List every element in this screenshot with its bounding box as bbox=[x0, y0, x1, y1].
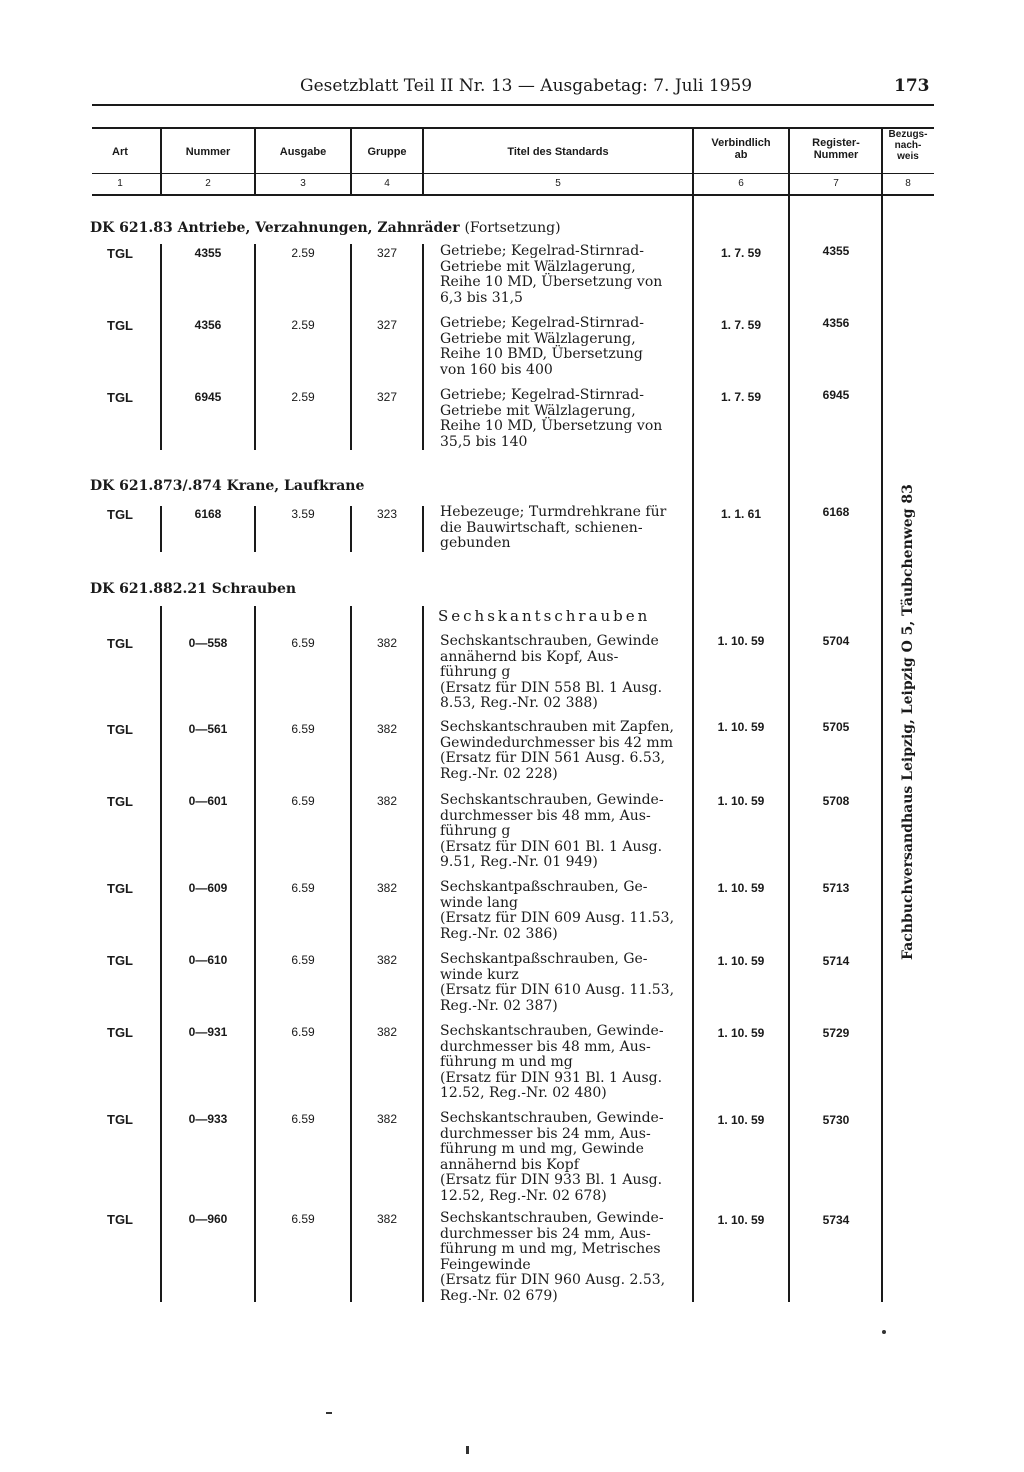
cell-nummer: 6168 bbox=[194, 507, 222, 521]
cell-art: TGL bbox=[107, 794, 133, 809]
titel-line: Reihe 10 MD, Übersetzung von bbox=[440, 274, 663, 290]
cell-art: TGL bbox=[107, 1025, 133, 1040]
colnum-4: 4 bbox=[384, 178, 390, 189]
titel-line: Sechskantpaßschrauben, Ge- bbox=[440, 879, 648, 895]
cell-nummer: 0—601 bbox=[188, 794, 228, 808]
cell-titel bbox=[440, 720, 690, 782]
cell-nummer: 0—609 bbox=[188, 881, 228, 895]
titel-line: Getriebe; Kegelrad-Stirnrad- bbox=[440, 315, 644, 331]
cell-ausgabe: 6.59 bbox=[291, 881, 315, 895]
section-heading-bold: DK 621.873/.874 Krane, Laufkrane bbox=[90, 478, 365, 494]
cell-gruppe: 382 bbox=[376, 722, 398, 736]
hdr-sep bbox=[254, 127, 256, 194]
cell-titel bbox=[440, 1024, 690, 1102]
cell-art: TGL bbox=[107, 390, 133, 405]
cell-register: 5730 bbox=[822, 1113, 850, 1127]
cell-art: TGL bbox=[107, 953, 133, 968]
cell-nummer: 0—931 bbox=[188, 1025, 228, 1039]
section-heading-krane bbox=[90, 478, 364, 494]
cell-verbindlich: 1. 10. 59 bbox=[717, 881, 765, 895]
cell-verbindlich: 1. 7. 59 bbox=[720, 318, 762, 332]
colnum-1: 1 bbox=[117, 178, 123, 189]
cell-register: 4356 bbox=[822, 316, 850, 330]
titel-line: annähernd bis Kopf bbox=[440, 1156, 579, 1173]
cell-register: 5713 bbox=[822, 881, 850, 895]
cell-register: 5705 bbox=[822, 720, 850, 734]
cell-verbindlich: 1. 10. 59 bbox=[717, 794, 765, 808]
col-rule-verbindlich bbox=[692, 196, 694, 1302]
titel-line: von 160 bis 400 bbox=[440, 361, 553, 378]
titel-line: Reihe 10 BMD, Übersetzung bbox=[440, 346, 643, 362]
cell-titel bbox=[440, 880, 690, 942]
col-bezug-line3: weis bbox=[897, 151, 919, 162]
cell-ausgabe: 6.59 bbox=[291, 636, 315, 650]
cell-gruppe: 382 bbox=[376, 1212, 398, 1226]
titel-line: (Ersatz für DIN 561 Ausg. 6.53, bbox=[440, 750, 666, 766]
col-gruppe: Gruppe bbox=[367, 146, 407, 158]
cell-register: 5734 bbox=[822, 1213, 850, 1227]
cell-art: TGL bbox=[107, 722, 133, 737]
titel-line: die Bauwirtschaft, schienen- bbox=[440, 519, 643, 536]
hdr-sep bbox=[422, 127, 424, 194]
cell-verbindlich: 1. 10. 59 bbox=[717, 1113, 765, 1127]
cell-gruppe: 327 bbox=[376, 318, 398, 332]
titel-line: Reg.-Nr. 02 386) bbox=[440, 925, 558, 942]
cell-art: TGL bbox=[107, 318, 133, 333]
cell-art: TGL bbox=[107, 881, 133, 896]
col-bezug-line1: Bezugs- bbox=[888, 129, 928, 140]
colnum-5: 5 bbox=[555, 178, 561, 189]
col-verbindlich-line2: ab bbox=[734, 149, 748, 161]
cell-titel bbox=[440, 793, 690, 871]
scan-speck bbox=[466, 1446, 469, 1454]
titel-line: (Ersatz für DIN 610 Ausg. 11.53, bbox=[440, 982, 675, 998]
col-verbindlich bbox=[694, 137, 788, 161]
cell-titel bbox=[440, 505, 690, 552]
cell-ausgabe: 3.59 bbox=[291, 507, 315, 521]
cell-gruppe: 382 bbox=[376, 1112, 398, 1126]
titel-line: Hebezeuge; Turmdrehkrane für bbox=[440, 504, 667, 520]
titel-line: winde lang bbox=[440, 894, 518, 911]
group-rule bbox=[160, 244, 162, 450]
colnum-3: 3 bbox=[300, 178, 306, 189]
subheading-sechskantschrauben: Sechskantschrauben bbox=[438, 607, 651, 625]
cell-nummer: 6945 bbox=[194, 390, 222, 404]
colnum-7: 7 bbox=[833, 178, 839, 189]
cell-verbindlich: 1. 10. 59 bbox=[717, 634, 765, 648]
cell-ausgabe: 6.59 bbox=[291, 1112, 315, 1126]
cell-verbindlich: 1. 10. 59 bbox=[717, 954, 765, 968]
hdr-sep bbox=[788, 127, 790, 194]
colnum-2: 2 bbox=[205, 178, 211, 189]
titel-line: Reg.-Nr. 02 679) bbox=[440, 1287, 558, 1304]
titel-line: 8.53, Reg.-Nr. 02 388) bbox=[440, 695, 598, 711]
group-rule bbox=[422, 244, 424, 450]
cell-art: TGL bbox=[107, 1212, 133, 1227]
titel-line: Sechskantschrauben, Gewinde- bbox=[440, 1210, 664, 1226]
col-rule-register bbox=[788, 196, 790, 1302]
cell-verbindlich: 1. 10. 59 bbox=[717, 720, 765, 734]
table-header-rule bbox=[92, 173, 934, 174]
hdr-sep bbox=[692, 127, 694, 194]
col-register-line1: Register- bbox=[812, 137, 860, 149]
section-heading-bold: DK 621.83 Antriebe, Verzahnungen, Zahnräder bbox=[90, 220, 460, 236]
titel-line: Sechskantpaßschrauben, Ge- bbox=[440, 951, 648, 967]
titel-line: Gewindedurchmesser bis 42 mm bbox=[440, 734, 673, 751]
titel-line: Sechskantschrauben, Gewinde- bbox=[440, 792, 664, 808]
table-top-rule bbox=[92, 127, 934, 129]
col-bezugsnachweis bbox=[882, 129, 934, 162]
cell-register: 6168 bbox=[822, 505, 850, 519]
cell-titel bbox=[440, 1111, 690, 1204]
cell-titel bbox=[440, 1211, 690, 1304]
titel-line: (Ersatz für DIN 933 Bl. 1 Ausg. bbox=[440, 1172, 663, 1188]
titel-line: (Ersatz für DIN 609 Ausg. 11.53, bbox=[440, 910, 675, 926]
cell-ausgabe: 2.59 bbox=[291, 246, 315, 260]
titel-line: Getriebe mit Wälzlagerung, bbox=[440, 402, 636, 419]
cell-register: 5708 bbox=[822, 794, 850, 808]
cell-ausgabe: 2.59 bbox=[291, 318, 315, 332]
col-bezug-line2: nach- bbox=[894, 140, 922, 151]
cell-art: TGL bbox=[107, 1112, 133, 1127]
titel-line: durchmesser bis 24 mm, Aus- bbox=[440, 1125, 651, 1142]
titel-line: führung g bbox=[440, 664, 511, 680]
page-number: 173 bbox=[894, 76, 930, 96]
cell-nummer: 0—960 bbox=[188, 1212, 228, 1226]
group-rule bbox=[422, 606, 424, 1302]
cell-nummer: 0—561 bbox=[188, 722, 228, 736]
cell-ausgabe: 2.59 bbox=[291, 390, 315, 404]
cell-nummer: 4356 bbox=[194, 318, 222, 332]
cell-nummer: 0—558 bbox=[188, 636, 228, 650]
col-ausgabe: Ausgabe bbox=[279, 146, 327, 158]
titel-line: führung m und mg bbox=[440, 1054, 573, 1070]
titel-line: (Ersatz für DIN 931 Bl. 1 Ausg. bbox=[440, 1069, 663, 1086]
titel-line: Reihe 10 MD, Übersetzung von bbox=[440, 418, 663, 434]
titel-line: durchmesser bis 48 mm, Aus- bbox=[440, 1038, 651, 1055]
cell-titel bbox=[440, 634, 690, 712]
cell-gruppe: 323 bbox=[376, 507, 398, 521]
section-heading-note: (Fortsetzung) bbox=[464, 220, 561, 236]
cell-titel bbox=[440, 316, 690, 378]
titel-line: Getriebe mit Wälzlagerung, bbox=[440, 330, 636, 347]
titel-line: 9.51, Reg.-Nr. 01 949) bbox=[440, 854, 598, 870]
cell-art: TGL bbox=[107, 246, 133, 261]
scan-speck bbox=[882, 1330, 886, 1334]
side-publisher-note: Fachbuchversandhaus Leipzig, Leipzig O 5, Täubchenweg 83 bbox=[900, 484, 916, 960]
hdr-sep bbox=[881, 127, 883, 194]
cell-gruppe: 382 bbox=[376, 1025, 398, 1039]
titel-line: Sechskantschrauben, Gewinde bbox=[440, 633, 659, 649]
titel-line: annähernd bis Kopf, Aus- bbox=[440, 648, 619, 665]
cell-ausgabe: 6.59 bbox=[291, 953, 315, 967]
page-header-title: Gesetzblatt Teil II Nr. 13 — Ausgabetag: 7. Juli 1959 bbox=[300, 76, 753, 96]
titel-line: Sechskantschrauben, Gewinde- bbox=[440, 1023, 664, 1039]
colnum-6: 6 bbox=[738, 178, 744, 189]
cell-titel bbox=[440, 244, 690, 306]
cell-verbindlich: 1. 7. 59 bbox=[720, 390, 762, 404]
section-heading-bold: DK 621.882.21 Schrauben bbox=[90, 581, 297, 597]
group-rule bbox=[254, 244, 256, 450]
col-titel: Titel des Standards bbox=[507, 146, 609, 158]
titel-line: Feingewinde bbox=[440, 1256, 531, 1273]
cell-gruppe: 382 bbox=[376, 881, 398, 895]
cell-verbindlich: 1. 1. 61 bbox=[720, 507, 762, 521]
cell-ausgabe: 6.59 bbox=[291, 722, 315, 736]
section-heading-antriebe bbox=[90, 220, 561, 236]
cell-art: TGL bbox=[107, 636, 133, 651]
titel-line: 6,3 bis 31,5 bbox=[440, 289, 523, 306]
titel-line: führung g bbox=[440, 823, 511, 839]
cell-nummer: 0—933 bbox=[188, 1112, 228, 1126]
col-art: Art bbox=[112, 146, 128, 158]
group-rule bbox=[422, 506, 424, 552]
cell-gruppe: 382 bbox=[376, 636, 398, 650]
col-rule-bezug bbox=[881, 196, 883, 1302]
titel-line: führung m und mg, Metrisches bbox=[440, 1241, 661, 1257]
cell-register: 5729 bbox=[822, 1026, 850, 1040]
cell-register: 4355 bbox=[822, 244, 850, 258]
cell-verbindlich: 1. 10. 59 bbox=[717, 1213, 765, 1227]
titel-line: gebunden bbox=[440, 535, 511, 551]
table-header-bottom-rule bbox=[92, 194, 934, 196]
cell-gruppe: 382 bbox=[376, 794, 398, 808]
cell-art: TGL bbox=[107, 507, 133, 522]
col-register bbox=[790, 137, 882, 161]
col-verbindlich-line1: Verbindlich bbox=[711, 137, 771, 149]
cell-nummer: 4355 bbox=[194, 246, 222, 260]
titel-line: Sechskantschrauben mit Zapfen, bbox=[440, 719, 675, 735]
cell-register: 5714 bbox=[822, 954, 850, 968]
cell-gruppe: 327 bbox=[376, 246, 398, 260]
cell-ausgabe: 6.59 bbox=[291, 1212, 315, 1226]
cell-titel bbox=[440, 952, 690, 1014]
titel-line: durchmesser bis 24 mm, Aus- bbox=[440, 1225, 651, 1242]
titel-line: Getriebe; Kegelrad-Stirnrad- bbox=[440, 387, 644, 403]
scan-speck bbox=[326, 1412, 332, 1414]
titel-line: 35,5 bis 140 bbox=[440, 433, 528, 450]
titel-line: 12.52, Reg.-Nr. 02 678) bbox=[440, 1187, 607, 1204]
titel-line: durchmesser bis 48 mm, Aus- bbox=[440, 807, 651, 824]
titel-line: 12.52, Reg.-Nr. 02 480) bbox=[440, 1085, 607, 1101]
col-nummer: Nummer bbox=[185, 146, 231, 158]
cell-ausgabe: 6.59 bbox=[291, 1025, 315, 1039]
titel-line: Sechskantschrauben, Gewinde- bbox=[440, 1110, 664, 1126]
section-heading-schrauben bbox=[90, 581, 296, 597]
titel-line: (Ersatz für DIN 960 Ausg. 2.53, bbox=[440, 1272, 666, 1288]
cell-gruppe: 327 bbox=[376, 390, 398, 404]
titel-line: Getriebe mit Wälzlagerung, bbox=[440, 258, 636, 275]
header-rule bbox=[92, 104, 934, 106]
hdr-sep bbox=[160, 127, 162, 194]
colnum-8: 8 bbox=[905, 178, 911, 189]
hdr-sep bbox=[350, 127, 352, 194]
cell-verbindlich: 1. 7. 59 bbox=[720, 246, 762, 260]
cell-verbindlich: 1. 10. 59 bbox=[717, 1026, 765, 1040]
titel-line: Reg.-Nr. 02 387) bbox=[440, 997, 558, 1014]
col-register-line2: Nummer bbox=[813, 149, 859, 161]
titel-line: Reg.-Nr. 02 228) bbox=[440, 765, 558, 782]
titel-line: winde kurz bbox=[440, 966, 519, 983]
cell-ausgabe: 6.59 bbox=[291, 794, 315, 808]
cell-register: 5704 bbox=[822, 634, 850, 648]
cell-titel bbox=[440, 388, 690, 450]
cell-gruppe: 382 bbox=[376, 953, 398, 967]
cell-nummer: 0—610 bbox=[188, 953, 228, 967]
titel-line: Getriebe; Kegelrad-Stirnrad- bbox=[440, 243, 644, 259]
titel-line: (Ersatz für DIN 601 Bl. 1 Ausg. bbox=[440, 838, 663, 855]
titel-line: (Ersatz für DIN 558 Bl. 1 Ausg. bbox=[440, 679, 663, 696]
cell-register: 6945 bbox=[822, 388, 850, 402]
titel-line: führung m und mg, Gewinde bbox=[440, 1141, 644, 1157]
group-rule bbox=[350, 244, 352, 450]
